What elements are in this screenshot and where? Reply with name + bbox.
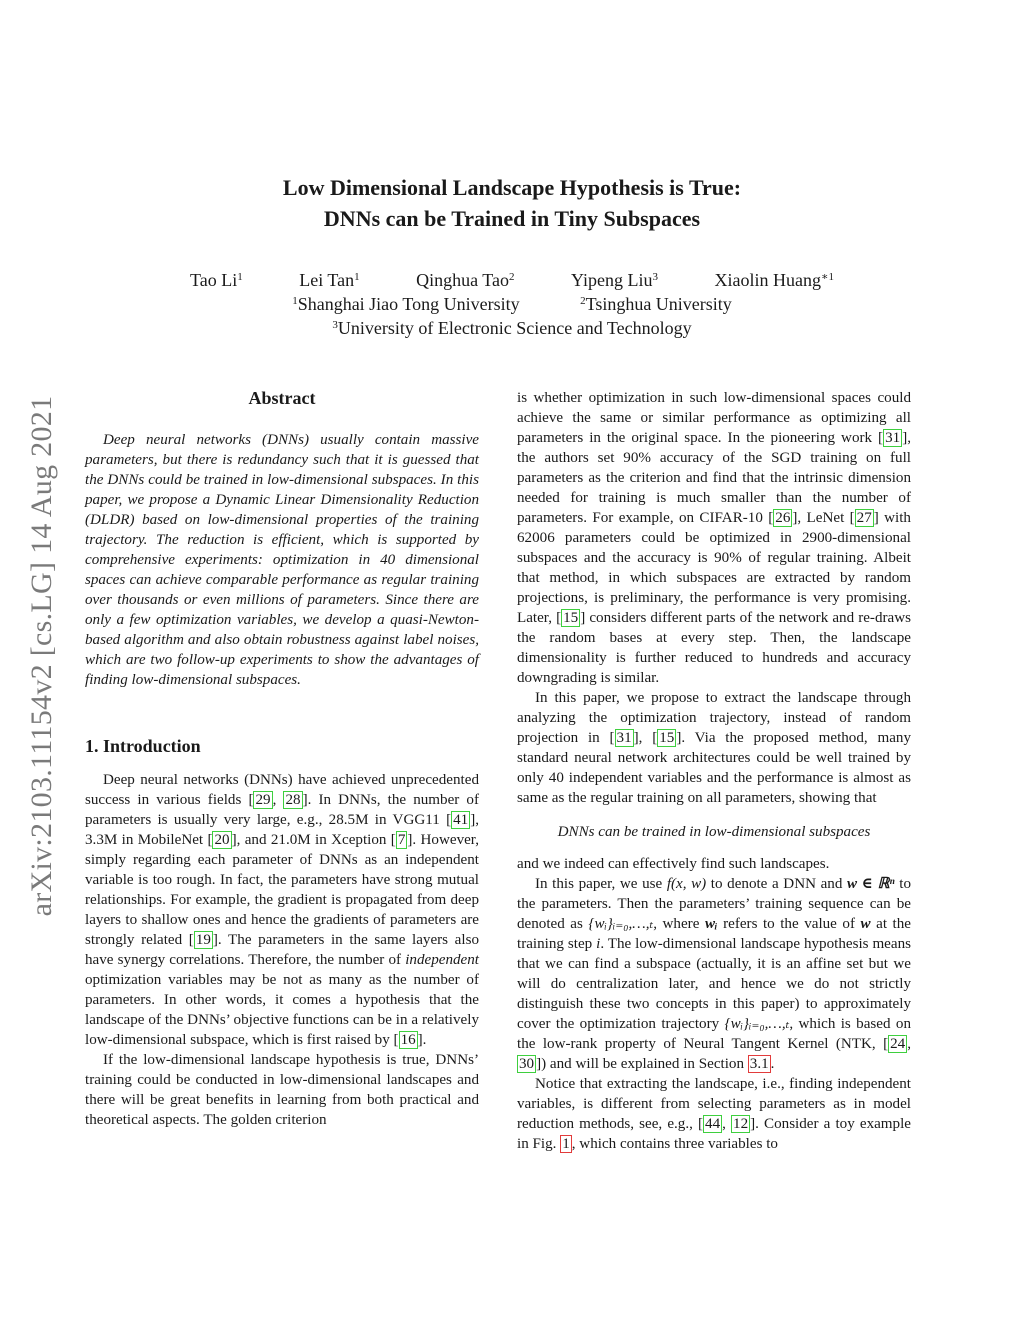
intro-paragraph-1: Deep neural networks (DNNs) have achieved unprecedented success in various fields [ 29 , 28 ]. In DNNs, the number of parameters is usually very large, e.g., 28.5M in VGG11 [ 41 ], 3.3M in MobileNet [ 20 ], and 21.0M in Xception [ 7 ]. However, simply regarding each parameter of DNNs as an independent variable is too rough. In fact, the parameters have strong mutual relationships. For example, the gradient is propagated from deep layers to shallow ones and hence the gradients of parameters are strongly related [ 19 ]. The parameters in the same layers also have synergy correlations. Therefore, the number of independent optimization variables may be not as many as the number of parameters. In other words, it comes a hypothesis that the landscape of the DNNs’ objective functions can be in a relatively low-dimensional subspace, which is first raised by [ 16 ]. — [85, 772, 480, 1048]
author-list — [0, 268, 1024, 292]
citation-link[interactable]: 16 — [400, 1032, 416, 1048]
math-expression: {wᵢ}ᵢ₌₀,…,ₜ — [588, 916, 654, 932]
citation-link[interactable]: 31 — [885, 430, 901, 446]
citation-link[interactable]: 24 — [890, 1036, 906, 1052]
citation-link[interactable]: 44 — [705, 1116, 721, 1132]
author-block — [0, 268, 1024, 340]
citation-link[interactable]: 12 — [733, 1116, 749, 1132]
citation-link[interactable]: 29 — [255, 792, 271, 808]
affiliation: $^3$University of Electronic Science and Technology — [332, 318, 692, 338]
math-expression: f(x, w) — [666, 876, 707, 892]
right-paragraph-1: is whether optimization in such low-dimensional spaces could achieve the same or similar performance as optimizing all parameters in the original space. In the pioneering work [ 31 ], the authors set 90% accuracy of the SGD training on full parameters as the criterion and find that the intrinsic dimension needed for training is much smaller than the number of parameters. For example, on CIFAR-10 [ 26 ], LeNet [ 27 ] with 62006 parameters could be optimized in 2900-dimensional subspaces and the accuracy is 90% of regular training. Albeit that method, in which subspaces are extracted by random projections, is preliminary, the performance is very promising. Later, [ 15 ] considers different parts of the network and re-draws the random bases at every step. Then, the landscape dimensionality is further reduced to hundreds and accuracy downgrading is similar. — [517, 390, 912, 686]
author: Qinghua Tao$^2$ — [416, 270, 515, 290]
right-paragraph-4: In this paper, we use f(x, w) to denote a DNN and w ∈ ℝⁿ to the parameters. Then the parameters’ training sequence can be denoted as {wᵢ}ᵢ₌₀,…,ₜ, where wᵢ refers to the value of w at the training step i. The low-dimensional landscape hypothesis means that we can find a subspace (actually, it is an affine set but we will do centralization later, and hence we do not strictly distinguish these two concepts in this paper) to approximately cover the optimization trajectory {wᵢ}ᵢ₌₀,…,ₜ, which is based on the low-rank property of Neural Tangent Kernel (NTK, [ 24 , 30 ]) and will be explained in Section 3.1 . — [517, 876, 912, 1072]
affiliation: $^1$Shanghai Jiao Tong University — [292, 294, 520, 314]
citation-link[interactable]: 27 — [856, 510, 872, 526]
citation-link[interactable]: 19 — [195, 932, 211, 948]
section-reference-link[interactable]: 3.1 — [749, 1056, 769, 1072]
title-line-1: Low Dimensional Landscape Hypothesis is True: — [282, 175, 742, 200]
right-column — [517, 388, 911, 1154]
right-paragraph-3: and we indeed can effectively find such landscapes. — [517, 856, 830, 872]
right-paragraph-5: Notice that extracting the landscape, i.e., finding independent variables, is different from selecting parameters as in model reduction methods, see, e.g., [ 44 , 12 ]. Consider a toy example in Fig. 1 , which contains three variables to — [517, 1076, 911, 1152]
author: Xiaolin Huang$^{∗1}$ — [714, 270, 834, 290]
math-expression: wᵢ — [704, 916, 718, 932]
math-expression: w ∈ ℝⁿ — [847, 876, 895, 892]
citation-link[interactable]: 15 — [563, 610, 579, 626]
citation-link[interactable]: 20 — [214, 832, 230, 848]
intro-paragraph-2: If the low-dimensional landscape hypothesis is true, DNNs’ training could be conducted in low-dimensional landscapes and there will be great benefits in learning from both practical and theoretical aspects. The golden criterion — [85, 1052, 479, 1128]
key-statement: DNNs can be trained in low-dimensional subspaces — [557, 824, 871, 840]
figure-reference-link[interactable]: 1 — [562, 1136, 570, 1152]
math-expression: {wᵢ}ᵢ₌₀,…,ₜ — [724, 1016, 790, 1032]
affiliation-row — [0, 292, 1024, 316]
paper-title — [0, 172, 1024, 234]
right-paragraph-2: In this paper, we propose to extract the landscape through analyzing the optimization trajectory, instead of random projection in [ 31 ], [ 15 ]. Via the proposed method, many standard neural network architectures could be well trained by only 40 independent variables and the performance is almost as same as the regular training on all parameters, showing that — [517, 690, 911, 806]
arxiv-identifier: arXiv:2103.11154v2 [cs.LG] 14 Aug 2021 — [25, 395, 58, 917]
citation-link[interactable]: 30 — [519, 1056, 535, 1072]
math-expression: w — [860, 916, 871, 932]
author: Tao Li$^1$ — [190, 270, 243, 290]
abstract-text: Deep neural networks (DNNs) usually contain massive parameters, but there is redundancy such that it is guessed that the DNNs could be trained in low-dimensional subspaces. In this paper, we propose a Dynamic Linear Dimensionality Reduction (DLDR) based on low-dimensional properties of the training trajectory. The reduction is efficient, which is supported by comprehensive experiments: optimization in 40 dimensional spaces can achieve comparable performance as regular training over thousands or even millions of parameters. Since there are only a few optimization variables, we develop a quasi-Newton-based algorithm and also obtain robustness against label noises, which are two follow-up experiments to show the advantages of finding low-dimensional subspaces. — [85, 432, 479, 688]
math-expression: i — [596, 936, 601, 952]
citation-link[interactable]: 41 — [453, 812, 469, 828]
citation-link[interactable]: 28 — [285, 792, 301, 808]
citation-link[interactable]: 7 — [397, 832, 406, 848]
title-line-2: DNNs can be Trained in Tiny Subspaces — [323, 206, 701, 231]
citation-link[interactable]: 26 — [775, 510, 791, 526]
section-heading-introduction: 1. Introduction — [85, 736, 201, 756]
author: Yipeng Liu$^3$ — [571, 270, 659, 290]
abstract-heading: Abstract — [248, 388, 316, 408]
left-column — [85, 388, 479, 1130]
affiliation: $^2$Tsinghua University — [580, 294, 732, 314]
citation-link[interactable]: 31 — [616, 730, 632, 746]
citation-link[interactable]: 15 — [659, 730, 675, 746]
author: Lei Tan$^1$ — [299, 270, 360, 290]
